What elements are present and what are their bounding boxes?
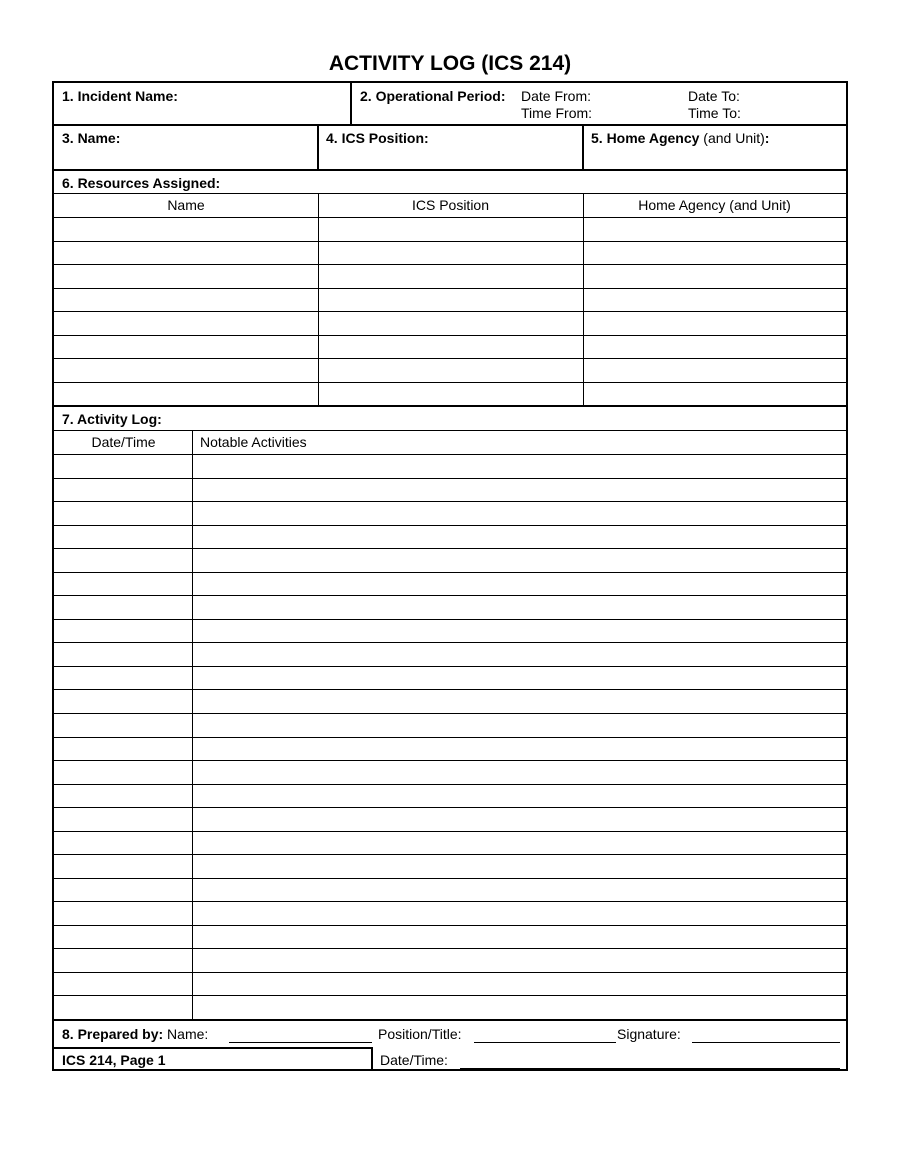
activity-row[interactable] (54, 925, 846, 926)
ics-214-form (52, 81, 848, 1071)
divider (54, 1047, 372, 1049)
resources-row[interactable] (54, 358, 846, 359)
activity-row[interactable] (54, 807, 846, 808)
date-to-label: Date To: (688, 88, 740, 104)
time-to-label: Time To: (688, 105, 741, 121)
divider (54, 430, 846, 431)
activity-row[interactable] (54, 689, 846, 690)
incident-name-label: 1. Incident Name: (62, 88, 178, 104)
divider (54, 124, 846, 126)
activity-row[interactable] (54, 525, 846, 526)
activity-row[interactable] (54, 572, 846, 573)
signature-label: Signature: (617, 1026, 681, 1042)
home-agency-label: 5. Home Agency (and Unit): (591, 130, 770, 146)
datetime-field[interactable] (460, 1068, 840, 1069)
divider (54, 169, 846, 171)
activity-row[interactable] (54, 878, 846, 879)
divider (192, 430, 193, 1019)
resources-col-name: Name (167, 197, 205, 213)
activity-row[interactable] (54, 666, 846, 667)
activity-row[interactable] (54, 854, 846, 855)
resources-col-ics-position: ICS Position (411, 197, 490, 213)
activity-row[interactable] (54, 972, 846, 973)
resources-row[interactable] (54, 241, 846, 242)
activity-row[interactable] (54, 501, 846, 502)
page-footer: ICS 214, Page 1 (62, 1052, 166, 1068)
operational-period-label: 2. Operational Period: (360, 88, 506, 104)
resources-row[interactable] (54, 335, 846, 336)
position-title-label: Position/Title: (378, 1026, 462, 1042)
date-from-label: Date From: (521, 88, 592, 104)
divider (317, 125, 319, 170)
divider (54, 193, 846, 194)
activity-row[interactable] (54, 995, 846, 996)
activity-row[interactable] (54, 595, 846, 596)
signature-field[interactable] (692, 1042, 840, 1043)
divider (582, 125, 584, 170)
resources-col-home-agency: Home Agency (and Unit) (638, 197, 791, 213)
ics-position-label: 4. ICS Position: (326, 130, 429, 146)
activity-row[interactable] (54, 642, 846, 643)
datetime-label: Date/Time: (380, 1052, 448, 1068)
form-title: ACTIVITY LOG (ICS 214) (328, 52, 572, 75)
prepared-name-field[interactable] (229, 1042, 372, 1043)
time-from-label: Time From: (521, 105, 593, 121)
resources-row[interactable] (54, 264, 846, 265)
activity-row[interactable] (54, 948, 846, 949)
activity-row[interactable] (54, 713, 846, 714)
activity-log-label: 7. Activity Log: (62, 411, 162, 427)
activity-row[interactable] (54, 901, 846, 902)
activity-col-datetime: Date/Time (91, 434, 156, 450)
activity-row[interactable] (54, 454, 846, 455)
activity-col-notable: Notable Activities (200, 434, 307, 450)
position-title-field[interactable] (474, 1042, 616, 1043)
activity-row[interactable] (54, 737, 846, 738)
resources-row[interactable] (54, 217, 846, 218)
resources-row[interactable] (54, 311, 846, 312)
resources-row[interactable] (54, 288, 846, 289)
activity-row[interactable] (54, 760, 846, 761)
activity-row[interactable] (54, 478, 846, 479)
activity-row[interactable] (54, 619, 846, 620)
divider (54, 405, 846, 407)
divider (583, 193, 584, 405)
divider (371, 1047, 373, 1071)
resources-row[interactable] (54, 382, 846, 383)
name-label: 3. Name: (62, 130, 121, 146)
resources-assigned-label: 6. Resources Assigned: (62, 175, 221, 191)
divider (350, 83, 352, 125)
prepared-by-line: 8. Prepared by: Name: (62, 1026, 209, 1042)
divider (54, 1019, 846, 1021)
activity-row[interactable] (54, 548, 846, 549)
activity-row[interactable] (54, 831, 846, 832)
activity-row[interactable] (54, 784, 846, 785)
divider (318, 193, 319, 405)
